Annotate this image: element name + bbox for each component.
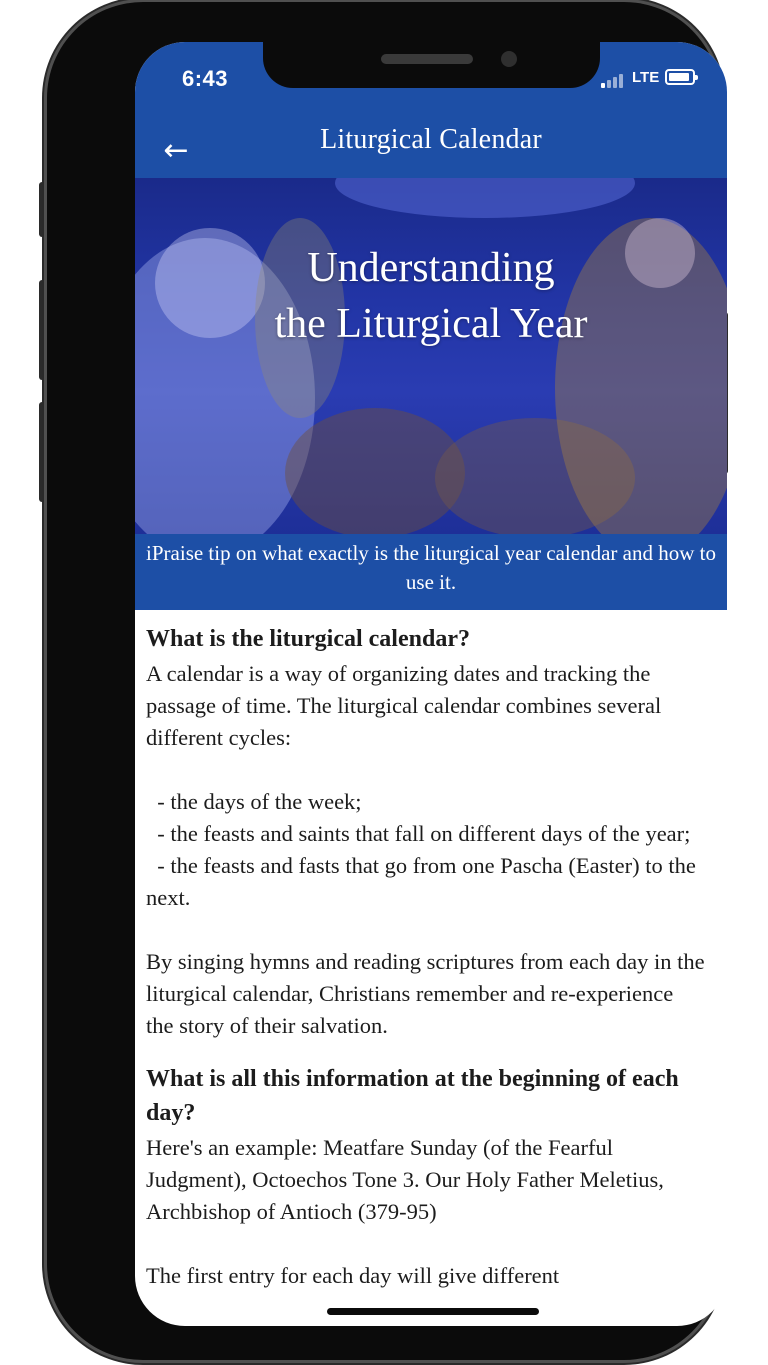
paragraph: By singing hymns and reading scriptures from each day in the liturgical calendar, Christians remember and re-experience the story of their salvation. xyxy=(146,949,711,1038)
network-type: LTE xyxy=(632,69,660,86)
paragraph: Here's an example: Meatfare Sunday (of the Fearful Judgment), Octoechos Tone 3. Our Holy Father Meletius, Archbishop of Antioch (379-95) xyxy=(146,1135,669,1224)
navigation-bar xyxy=(135,124,727,178)
hero-title-line-1: Understanding xyxy=(307,245,555,291)
paragraph: - the days of the week; - the feasts and saints that fall on different days of the year; - the feasts and fasts that go from one Pascha (Easter) to the next. xyxy=(146,789,696,910)
home-indicator[interactable] xyxy=(327,1308,539,1315)
hero-caption: iPraise tip on what exactly is the liturgical year calendar and how to use it. xyxy=(135,534,727,610)
section-heading: What is the liturgical calendar? xyxy=(146,626,470,652)
speaker-grille xyxy=(381,54,473,64)
hero-image xyxy=(135,178,727,534)
battery-icon xyxy=(665,69,695,85)
front-camera xyxy=(501,51,517,67)
signal-strength-icon xyxy=(601,72,631,88)
section-heading: What is all this information at the beginning of each day? xyxy=(146,1066,679,1126)
paragraph: The first entry for each day will give different xyxy=(146,1263,560,1288)
article-content xyxy=(146,622,711,1292)
phone-frame xyxy=(47,2,720,1360)
page-title: Liturgical Calendar xyxy=(320,124,542,155)
status-bar xyxy=(135,42,727,134)
screen xyxy=(135,42,727,1326)
hero-title-line-2: the Liturgical Year xyxy=(274,301,588,347)
hero-title xyxy=(135,240,727,352)
back-arrow-icon[interactable]: ← xyxy=(163,133,189,168)
notch xyxy=(263,42,600,88)
paragraph: A calendar is a way of organizing dates and tracking the passage of time. The liturgical calendar combines several different cycles: xyxy=(146,661,667,750)
status-time: 6:43 xyxy=(182,66,229,91)
